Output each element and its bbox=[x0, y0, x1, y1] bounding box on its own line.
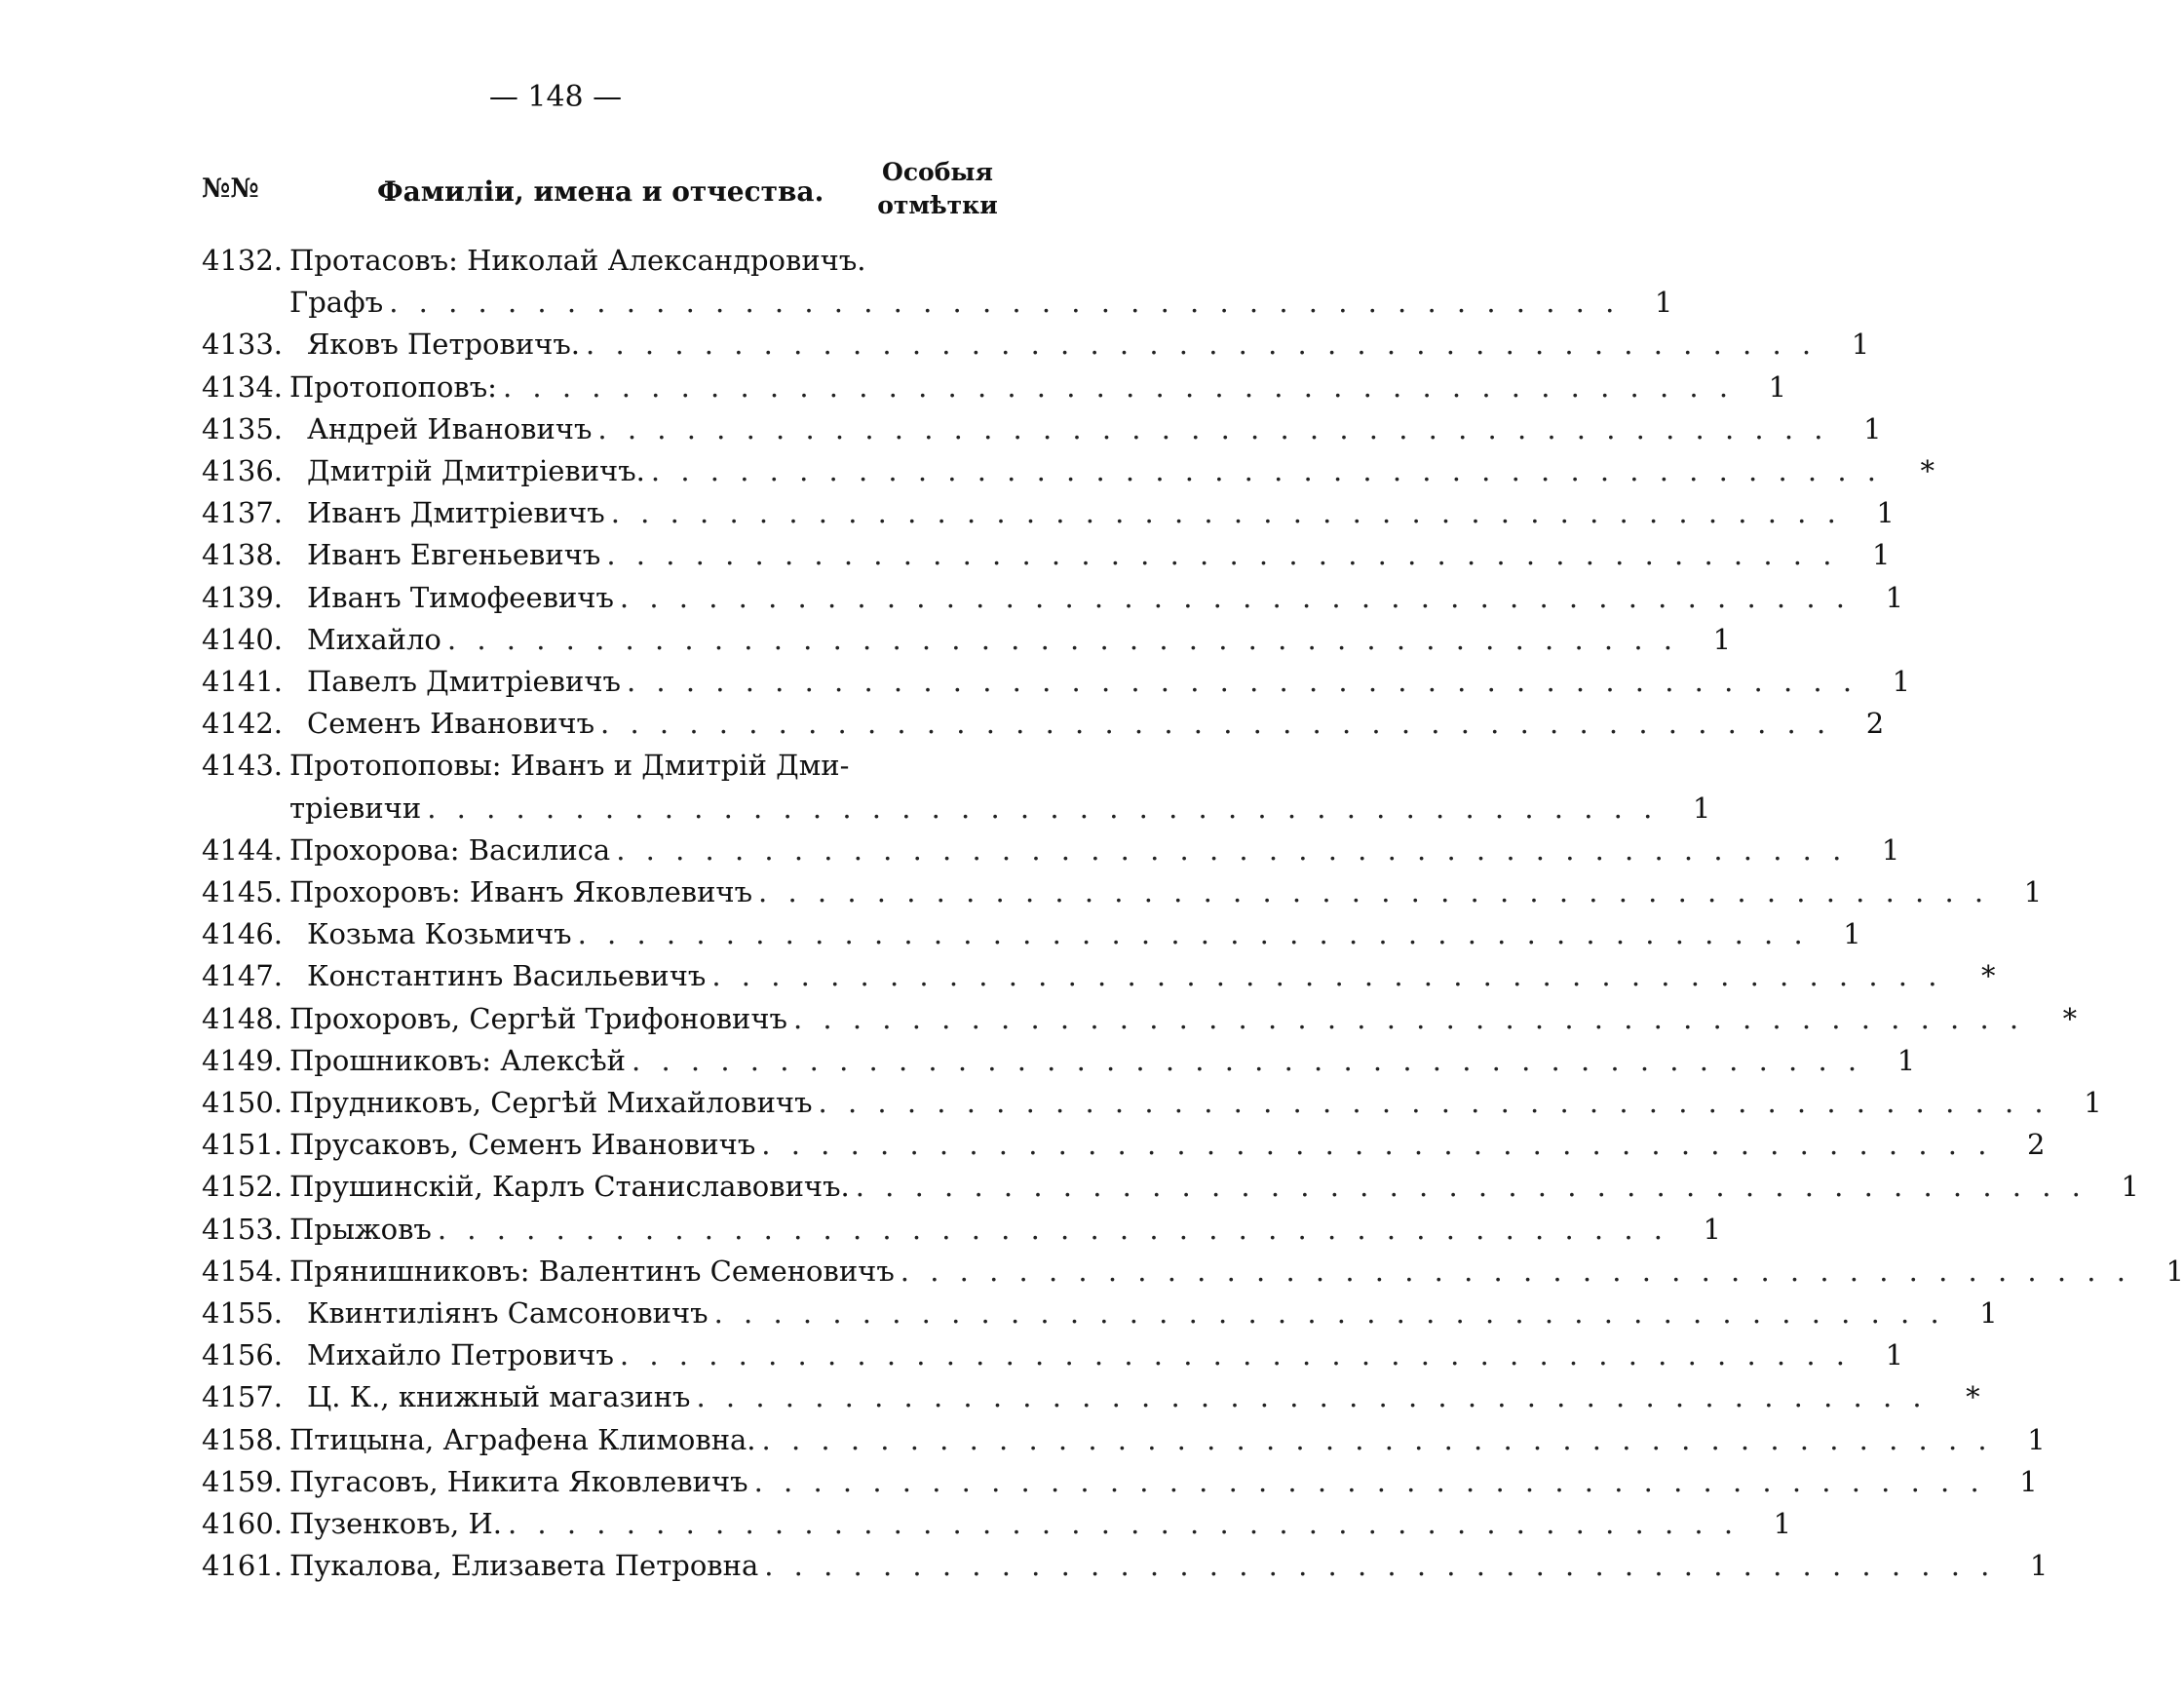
entry-number: 4138. bbox=[202, 538, 284, 572]
entry-mark: 1 bbox=[2023, 875, 2043, 909]
entry-number: 4158. bbox=[202, 1422, 284, 1456]
entry-body bbox=[289, 450, 1935, 492]
entry-body bbox=[289, 1545, 2049, 1587]
list-item bbox=[202, 1503, 1792, 1545]
entry-name: Андрей Ивановичъ bbox=[307, 411, 593, 445]
list-item bbox=[202, 1166, 2139, 1208]
entry-body bbox=[289, 367, 1787, 408]
list-item bbox=[202, 745, 1711, 829]
entry-mark: 1 bbox=[1863, 411, 1882, 445]
entry-body bbox=[289, 534, 1891, 576]
entry-name: Прушинскій, Карлъ Станиславовичъ. bbox=[289, 1170, 850, 1204]
entry-body bbox=[289, 830, 1900, 871]
entry-name: Квинтиліянъ Самсоновичъ bbox=[307, 1296, 709, 1331]
entry-number: 4139. bbox=[202, 580, 284, 614]
entry-line bbox=[289, 1545, 2049, 1587]
list-item bbox=[202, 324, 1870, 366]
table-header bbox=[202, 156, 1001, 224]
list-item bbox=[202, 1461, 2038, 1503]
entry-line bbox=[289, 450, 1935, 492]
entry-name: Протопоповъ: bbox=[289, 369, 497, 404]
entry-line bbox=[289, 577, 1904, 619]
dot-leader bbox=[758, 1545, 1995, 1587]
entry-name: Михайло bbox=[307, 622, 441, 656]
entry-line bbox=[289, 534, 1891, 576]
list-item bbox=[202, 661, 1911, 703]
entry-body bbox=[289, 955, 1996, 997]
entry-body bbox=[289, 1503, 1792, 1545]
entry-body bbox=[289, 1209, 1721, 1251]
entry-number: 4159. bbox=[202, 1464, 284, 1498]
entry-number: 4149. bbox=[202, 1043, 284, 1077]
entry-body bbox=[289, 1124, 2046, 1166]
list-item bbox=[202, 998, 2078, 1040]
entry-line bbox=[289, 1040, 1916, 1082]
entry-line bbox=[289, 1376, 1980, 1418]
entry-name: Пугасовъ, Никита Яковлевичъ bbox=[289, 1464, 748, 1498]
entry-name: Иванъ Дмитріевичъ bbox=[307, 496, 605, 530]
entry-name: Пукалова, Елизавета Петровна bbox=[289, 1549, 759, 1583]
entry-mark: 1 bbox=[1703, 1212, 1721, 1246]
entry-mark: 1 bbox=[1979, 1296, 1998, 1331]
dot-leader bbox=[756, 1419, 1993, 1461]
entry-number: 4153. bbox=[202, 1212, 284, 1246]
entry-mark: 1 bbox=[1843, 917, 1861, 951]
entry-line bbox=[289, 1334, 1904, 1376]
entry-body bbox=[289, 998, 2078, 1040]
dot-leader bbox=[709, 1293, 1945, 1334]
entry-line bbox=[289, 1082, 2102, 1124]
entry-number: 4157. bbox=[202, 1380, 284, 1414]
name-column-header: Фамиліи, имена и отчества. bbox=[377, 175, 824, 208]
entry-number: 4142. bbox=[202, 707, 284, 741]
entry-name: Прусаковъ, Семенъ Ивановичъ bbox=[289, 1128, 756, 1162]
dot-leader bbox=[614, 1334, 1851, 1376]
entry-line bbox=[289, 492, 1895, 534]
entry-number: 4161. bbox=[202, 1549, 284, 1583]
entry-number: 4152. bbox=[202, 1170, 284, 1204]
list-item bbox=[202, 1040, 1916, 1082]
dot-leader bbox=[850, 1166, 2087, 1208]
entry-line bbox=[289, 788, 1711, 830]
entry-number: 4146. bbox=[202, 917, 284, 951]
entry-line bbox=[289, 661, 1911, 703]
entry-body bbox=[289, 492, 1895, 534]
entry-number: 4137. bbox=[202, 496, 284, 530]
dot-leader bbox=[895, 1251, 2131, 1293]
entry-body bbox=[289, 408, 1882, 450]
list-item bbox=[202, 408, 1882, 450]
entry-mark: 1 bbox=[1712, 622, 1732, 656]
entry-line bbox=[289, 703, 1885, 745]
entry-body bbox=[289, 577, 1904, 619]
list-item bbox=[202, 367, 1787, 408]
entry-line bbox=[289, 1419, 2046, 1461]
dot-leader bbox=[421, 788, 1658, 830]
dot-leader bbox=[787, 998, 2024, 1040]
entry-mark: 1 bbox=[1851, 328, 1870, 362]
dot-leader bbox=[605, 492, 1842, 534]
entry-number: 4148. bbox=[202, 1001, 284, 1035]
dot-leader bbox=[621, 661, 1858, 703]
dot-leader bbox=[614, 577, 1851, 619]
entry-name: Прянишниковъ: Валентинъ Семеновичъ bbox=[289, 1254, 895, 1288]
entry-body bbox=[289, 1166, 2139, 1208]
dot-leader bbox=[592, 408, 1828, 450]
entry-name: Михайло Петровичъ bbox=[307, 1338, 614, 1372]
entry-body bbox=[289, 661, 1911, 703]
dot-leader bbox=[594, 703, 1831, 745]
list-item bbox=[202, 450, 1935, 492]
notes-header-line-1: Особыя bbox=[882, 158, 993, 186]
entry-mark: 1 bbox=[1881, 832, 1900, 867]
entry-mark: 1 bbox=[1692, 791, 1711, 825]
entry-mark: 1 bbox=[1885, 580, 1904, 614]
dot-leader bbox=[432, 1209, 1668, 1251]
entry-line bbox=[289, 1503, 1792, 1545]
entry-line bbox=[289, 913, 1861, 955]
list-item bbox=[202, 1545, 2049, 1587]
entry-line bbox=[289, 871, 2043, 913]
entry-number: 4135. bbox=[202, 411, 284, 445]
entry-mark: 1 bbox=[1897, 1043, 1916, 1077]
entry-list bbox=[202, 240, 2184, 1588]
page-number: — 148 — bbox=[488, 80, 623, 114]
entry-mark: 1 bbox=[2165, 1254, 2184, 1288]
entry-body bbox=[289, 871, 2043, 913]
entry-number: 4132. bbox=[202, 244, 284, 277]
list-item bbox=[202, 871, 2043, 913]
entry-mark: * bbox=[1980, 959, 1996, 993]
dot-leader bbox=[610, 830, 1847, 871]
entry-name: Павелъ Дмитріевичъ bbox=[307, 665, 621, 699]
entry-mark: * bbox=[1966, 1380, 1980, 1414]
entry-mark: 1 bbox=[1872, 538, 1891, 572]
entry-line bbox=[289, 1293, 1998, 1334]
entry-body bbox=[289, 703, 1885, 745]
entry-name: Графъ bbox=[289, 286, 384, 320]
entry-mark: 1 bbox=[2084, 1086, 2102, 1120]
entry-line bbox=[289, 955, 1996, 997]
entry-body bbox=[289, 1419, 2046, 1461]
entry-body bbox=[289, 1040, 1916, 1082]
entry-line bbox=[289, 240, 1001, 282]
entry-mark: 1 bbox=[2027, 1422, 2046, 1456]
entry-line bbox=[289, 367, 1787, 408]
entry-line bbox=[289, 1461, 2038, 1503]
entry-number: 4144. bbox=[202, 832, 284, 867]
entry-mark: 1 bbox=[1773, 1507, 1792, 1541]
entry-body bbox=[289, 324, 1870, 366]
entry-name: тріевичи bbox=[289, 791, 422, 825]
list-item bbox=[202, 240, 1673, 324]
dot-leader bbox=[691, 1376, 1928, 1418]
entry-name: Семенъ Ивановичъ bbox=[307, 707, 595, 741]
entry-number: 4141. bbox=[202, 665, 284, 699]
list-item bbox=[202, 1209, 1721, 1251]
entry-line bbox=[289, 1209, 1721, 1251]
entry-number: 4151. bbox=[202, 1128, 284, 1162]
entry-number: 4156. bbox=[202, 1338, 284, 1372]
entry-line bbox=[289, 745, 1001, 787]
entry-name: Яковъ Петровичъ. bbox=[307, 328, 581, 362]
entry-name: Козьма Козьмичъ bbox=[307, 917, 572, 951]
dot-leader bbox=[497, 367, 1734, 408]
number-column-header: №№ bbox=[202, 174, 259, 204]
list-item bbox=[202, 1251, 2184, 1293]
entry-name: Прошниковъ: Алексѣй bbox=[289, 1043, 627, 1077]
entry-name: Иванъ Тимофеевичъ bbox=[307, 580, 614, 614]
list-item bbox=[202, 955, 1996, 997]
entry-name: Протопоповы: Иванъ и Дмитрій Дми- bbox=[289, 749, 850, 783]
entry-body bbox=[289, 240, 1673, 324]
entry-name: Прохорова: Василиса bbox=[289, 832, 611, 867]
entry-mark: * bbox=[1920, 454, 1935, 488]
entry-number: 4145. bbox=[202, 875, 284, 909]
list-item bbox=[202, 619, 1732, 661]
entry-name: Прыжовъ bbox=[289, 1212, 432, 1246]
dot-leader bbox=[706, 955, 1942, 997]
dot-leader bbox=[572, 913, 1809, 955]
dot-leader bbox=[441, 619, 1678, 661]
entry-mark: 1 bbox=[2029, 1549, 2049, 1583]
list-item bbox=[202, 830, 1900, 871]
entry-name: Пузенковъ, И. bbox=[289, 1507, 502, 1541]
list-item bbox=[202, 1082, 2102, 1124]
entry-line bbox=[289, 830, 1900, 871]
dot-leader bbox=[580, 324, 1817, 366]
dot-leader bbox=[502, 1503, 1739, 1545]
entry-name: Прохоровъ: Иванъ Яковлевичъ bbox=[289, 875, 753, 909]
list-item bbox=[202, 534, 1891, 576]
dot-leader bbox=[645, 450, 1882, 492]
list-item bbox=[202, 1334, 1904, 1376]
entry-body bbox=[289, 745, 1711, 829]
entry-number: 4134. bbox=[202, 369, 284, 404]
entry-line bbox=[289, 1124, 2046, 1166]
entry-name: Ц. К., книжный магазинъ bbox=[307, 1380, 691, 1414]
entry-body bbox=[289, 1461, 2038, 1503]
entry-number: 4155. bbox=[202, 1296, 284, 1331]
list-item bbox=[202, 492, 1895, 534]
list-item bbox=[202, 913, 1861, 955]
entry-name: Константинъ Васильевичъ bbox=[307, 959, 707, 993]
entry-number: 4140. bbox=[202, 622, 284, 656]
entry-name: Прохоровъ, Сергѣй Трифоновичъ bbox=[289, 1001, 787, 1035]
entry-mark: 1 bbox=[1654, 286, 1673, 320]
dot-leader bbox=[600, 534, 1837, 576]
list-item bbox=[202, 703, 1885, 745]
entry-number: 4154. bbox=[202, 1254, 284, 1288]
notes-header-line-2: отмѣтки bbox=[877, 191, 998, 219]
entry-mark: * bbox=[2062, 1001, 2078, 1035]
list-item bbox=[202, 1124, 2046, 1166]
entry-mark: 1 bbox=[1892, 665, 1911, 699]
entry-line bbox=[289, 1251, 2184, 1293]
entry-mark: 1 bbox=[2121, 1170, 2139, 1204]
entry-name: Протасовъ: Николай Александровичъ. bbox=[289, 244, 866, 277]
entry-number: 4147. bbox=[202, 959, 284, 993]
entry-mark: 1 bbox=[1768, 369, 1787, 404]
entry-body bbox=[289, 619, 1732, 661]
entry-number: 4133. bbox=[202, 328, 284, 362]
list-item bbox=[202, 1376, 1980, 1418]
entry-number: 4160. bbox=[202, 1507, 284, 1541]
entry-body bbox=[289, 1251, 2184, 1293]
entry-body bbox=[289, 1376, 1980, 1418]
entry-mark: 1 bbox=[2019, 1464, 2038, 1498]
entry-name: Дмитрій Дмитріевичъ. bbox=[307, 454, 645, 488]
entry-body bbox=[289, 1293, 1998, 1334]
notes-column-header bbox=[874, 156, 1001, 222]
dot-leader bbox=[755, 1124, 1992, 1166]
entry-mark: 1 bbox=[1885, 1338, 1904, 1372]
entry-line bbox=[289, 998, 2078, 1040]
entry-number: 4136. bbox=[202, 454, 284, 488]
entry-line bbox=[289, 408, 1882, 450]
entry-body bbox=[289, 913, 1861, 955]
entry-line bbox=[289, 324, 1870, 366]
entry-name: Иванъ Евгеньевичъ bbox=[307, 538, 601, 572]
list-item bbox=[202, 577, 1904, 619]
entry-name: Птицына, Аграфена Климовна. bbox=[289, 1422, 756, 1456]
dot-leader bbox=[626, 1040, 1862, 1082]
entry-mark: 2 bbox=[1865, 707, 1885, 741]
list-item bbox=[202, 1419, 2046, 1461]
entry-number: 4150. bbox=[202, 1086, 284, 1120]
dot-leader bbox=[383, 282, 1620, 324]
entry-body bbox=[289, 1334, 1904, 1376]
entry-line bbox=[289, 1166, 2139, 1208]
entry-line bbox=[289, 619, 1732, 661]
dot-leader bbox=[748, 1461, 1985, 1503]
dot-leader bbox=[752, 871, 1989, 913]
entry-number: 4143. bbox=[202, 749, 284, 783]
entry-line bbox=[289, 282, 1673, 324]
list-item bbox=[202, 1293, 1998, 1334]
dot-leader bbox=[813, 1082, 2050, 1124]
entry-body bbox=[289, 1082, 2102, 1124]
entry-mark: 1 bbox=[1876, 496, 1895, 530]
entry-mark: 2 bbox=[2026, 1128, 2046, 1162]
entry-name: Прудниковъ, Сергѣй Михайловичъ bbox=[289, 1086, 813, 1120]
